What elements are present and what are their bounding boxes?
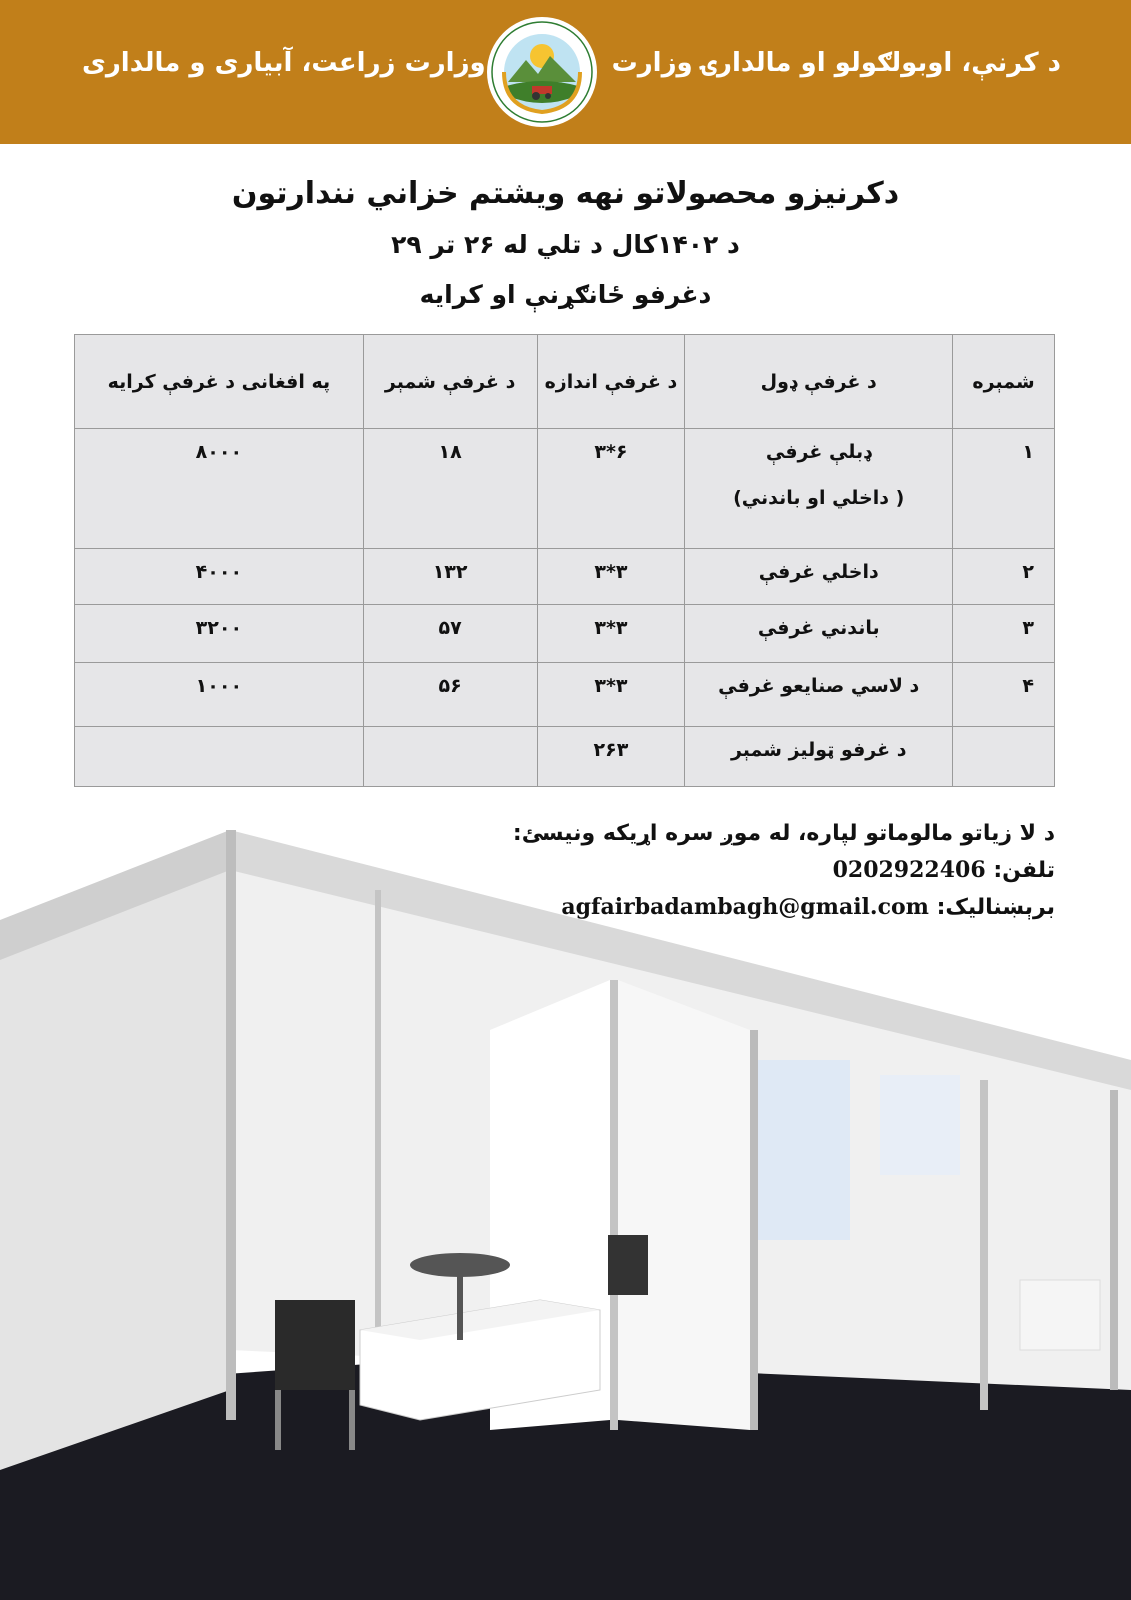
exhibition-dates: د ۱۴۰۲کال د تلي له ۲۶ تر ۲۹ [391, 230, 740, 259]
table-header-row [75, 335, 1055, 429]
row-number: ۱ [953, 429, 1055, 549]
booth-price: ۳۲۰۰ [75, 605, 364, 663]
phone-number[interactable]: 0202922406 [832, 857, 986, 883]
booth-count: ۵۷ [363, 605, 537, 663]
booth-photo [0, 830, 1131, 1600]
table-total-row [75, 727, 1055, 787]
header-banner [0, 0, 1131, 144]
table-row [75, 605, 1055, 663]
header-number: شمېره [953, 335, 1055, 429]
booth-size: ۳*۳ [537, 605, 685, 663]
table-row [75, 663, 1055, 727]
row-number: ۳ [953, 605, 1055, 663]
booth-table [74, 334, 1055, 787]
email-label: برېښنالیک: [936, 895, 1055, 920]
exhibition-titles [0, 168, 1131, 320]
total-empty-cell [363, 727, 537, 787]
table-row [75, 429, 1055, 549]
total-value: ۲۶۳ [537, 727, 685, 787]
total-empty-cell [75, 727, 364, 787]
header-booth-price: په افغانی د غرفې کرایه [75, 335, 364, 429]
ministry-name-pashto: د کرنې، اوبولګولو او مالدارۍ وزارت [611, 48, 1061, 78]
contact-phone-line [513, 852, 1055, 889]
contact-info [513, 816, 1055, 926]
total-label: د غرفو ټولیز شمېر [685, 727, 953, 787]
booth-price: ۱۰۰۰ [75, 663, 364, 727]
booth-type-note: ( داخلي او باندني) [733, 487, 905, 509]
booth-count: ۱۳۲ [363, 549, 537, 605]
ministry-logo [486, 16, 598, 128]
table-row [75, 549, 1055, 605]
booth-section-title: دغرفو ځانګړنې او کرایه [419, 280, 712, 309]
booth-count: ۵۶ [363, 663, 537, 727]
contact-intro: د لا زیاتو مالوماتو لپاره، له موږ سره اړیکه ونیسئ: [512, 821, 1055, 846]
email-link[interactable]: agfairbadambagh@gmail.com [561, 894, 929, 920]
row-number: ۲ [953, 549, 1055, 605]
header-booth-count: د غرفې شمېر [363, 335, 537, 429]
ministry-name-dari: وزارت زراعت، آبیاری و مالداری [82, 48, 486, 78]
phone-label: تلفن: [993, 858, 1055, 883]
total-empty-cell [953, 727, 1055, 787]
booth-size: ۳*۳ [537, 549, 685, 605]
booth-count: ۱۸ [363, 429, 537, 549]
booth-type [685, 429, 953, 549]
booth-type: د لاسي صنايعو غرفې [685, 663, 953, 727]
booth-size: ۳*۳ [537, 663, 685, 727]
booth-type: باندني غرفې [685, 605, 953, 663]
row-number: ۴ [953, 663, 1055, 727]
booth-price: ۴۰۰۰ [75, 549, 364, 605]
header-booth-type: د غرفې ډول [685, 335, 953, 429]
header-booth-size: د غرفې اندازه [537, 335, 685, 429]
booth-price: ۸۰۰۰ [75, 429, 364, 549]
exhibition-title: دکرنیزو محصولاتو نهه ویشتم خزاني نندارتون [231, 176, 900, 211]
booth-type-label: ډبلې غرفې [765, 441, 872, 463]
booth-size: ۶*۳ [537, 429, 685, 549]
booth-type: داخلي غرفې [685, 549, 953, 605]
contact-email-line [513, 889, 1055, 926]
